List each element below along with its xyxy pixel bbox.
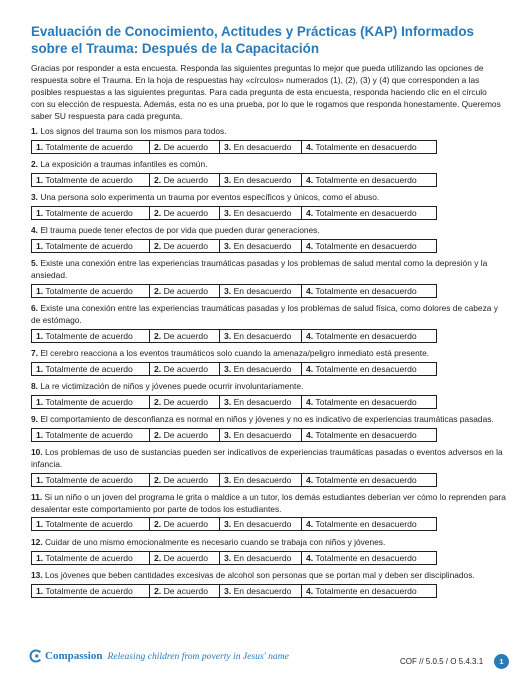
option-label: En desacuerdo [233,429,292,440]
option-label: En desacuerdo [233,474,292,485]
question-text [31,447,506,470]
option-label: En desacuerdo [233,240,292,251]
option-label: De acuerdo [163,585,208,596]
question-label: El comportamiento de desconfianza es normal en niños y jóvenes y no es indicativo de experiencias traumáticas pasadas. [40,414,494,425]
question-text [31,126,506,138]
option-agree[interactable] [150,396,220,408]
question-label: Los problemas de uso de sustancias pueden ser indicativos de experiencias traumáticas pasadas o eventos adversos en la infancia. [31,447,503,469]
option-agree[interactable] [150,474,220,486]
question-text [31,303,506,326]
question-number: 10. [31,447,43,458]
option-disagree[interactable] [220,396,302,408]
option-disagree[interactable] [220,585,302,597]
option-disagree[interactable] [220,330,302,342]
answer-scale [31,584,437,598]
option-label: De acuerdo [163,552,208,563]
option-label: En desacuerdo [233,552,292,563]
question-item [31,303,506,342]
option-agree[interactable] [150,207,220,219]
option-number: 3. [224,363,232,374]
option-strongly-agree[interactable] [32,585,150,597]
option-number: 1. [36,141,44,152]
option-label: Totalmente de acuerdo [45,429,133,440]
answer-scale [31,140,437,154]
option-label: De acuerdo [163,240,208,251]
option-strongly-agree[interactable] [32,552,150,564]
option-strongly-disagree[interactable] [302,474,436,486]
option-label: Totalmente de acuerdo [45,396,133,407]
option-strongly-agree[interactable] [32,240,150,252]
option-number: 1. [36,285,44,296]
option-number: 3. [224,285,232,296]
question-number: 2. [31,159,38,170]
option-number: 1. [36,207,44,218]
option-number: 2. [154,429,162,440]
question-label: Los signos del trauma son los mismos para todos. [40,126,227,136]
option-label: De acuerdo [163,207,208,218]
option-disagree[interactable] [220,518,302,530]
option-number: 1. [36,429,44,440]
option-number: 4. [306,519,314,530]
option-strongly-agree[interactable] [32,285,150,297]
option-label: Totalmente de acuerdo [45,552,133,563]
question-label: El trauma puede tener efectos de por vida que pueden durar generaciones. [40,225,320,236]
option-label: Totalmente de acuerdo [45,585,133,596]
option-label: En desacuerdo [233,141,292,152]
answer-scale [31,517,437,531]
option-label: Totalmente de acuerdo [45,330,133,341]
option-number: 3. [224,519,232,530]
option-agree[interactable] [150,429,220,441]
question-item [31,192,506,220]
option-number: 1. [36,363,44,374]
option-strongly-disagree[interactable] [302,330,436,342]
question-number: 5. [31,258,38,269]
option-number: 1. [36,396,44,407]
option-strongly-disagree[interactable] [302,552,436,564]
option-label: Totalmente en desacuerdo [315,519,417,530]
option-number: 2. [154,363,162,374]
question-item [31,159,506,187]
option-agree[interactable] [150,585,220,597]
option-disagree[interactable] [220,474,302,486]
question-text [31,537,506,549]
option-label: De acuerdo [163,474,208,485]
option-number: 4. [306,585,314,596]
option-strongly-agree[interactable] [32,141,150,153]
question-item [31,126,506,154]
option-number: 4. [306,552,314,563]
option-strongly-disagree[interactable] [302,518,436,530]
option-label: En desacuerdo [233,585,292,596]
document-code: COF // 5.0.5 / O 5.4.3.1 [400,657,484,666]
option-number: 2. [154,519,162,530]
question-number: 1. [31,126,38,136]
option-number: 2. [154,240,162,251]
option-label: Totalmente de acuerdo [45,363,133,374]
option-label: Totalmente en desacuerdo [315,396,417,407]
option-number: 1. [36,474,44,485]
option-number: 3. [224,552,232,563]
option-number: 4. [306,363,314,374]
compassion-logo-icon [28,648,44,664]
question-label: Si un niño o un joven del programa le grita o maldice a un tutor, los demás estudiantes deberían ver cómo lo reprenden para desalentar este comportamiento por parte de todos los estudiantes. [31,492,506,514]
option-agree[interactable] [150,141,220,153]
option-number: 1. [36,519,44,530]
option-strongly-disagree[interactable] [302,363,436,375]
option-label: Totalmente en desacuerdo [315,330,417,341]
question-label: La re victimización de niños y jóvenes puede ocurrir involuntariamente. [40,381,304,392]
option-strongly-agree[interactable] [32,474,150,486]
option-agree[interactable] [150,285,220,297]
option-label: En desacuerdo [233,363,292,374]
answer-scale [31,173,437,187]
question-number: 13. [31,569,43,580]
option-number: 1. [36,240,44,251]
option-disagree[interactable] [220,429,302,441]
question-item [31,348,506,376]
answer-scale [31,428,437,442]
option-number: 2. [154,174,162,185]
question-text [31,348,506,360]
option-number: 2. [154,207,162,218]
option-number: 2. [154,474,162,485]
question-item [31,414,506,442]
question-item [31,258,506,297]
option-strongly-agree[interactable] [32,518,150,530]
option-label: Totalmente de acuerdo [45,174,133,185]
answer-scale [31,206,437,220]
option-label: Totalmente en desacuerdo [315,141,417,152]
question-label: Existe una conexión entre las experiencias traumáticas pasadas y los problemas de salud mental como la depresión y la ansiedad. [31,258,488,281]
option-label: Totalmente en desacuerdo [315,585,417,596]
answer-scale [31,329,437,343]
question-label: La exposición a traumas infantiles es común. [40,159,208,170]
question-list [31,126,506,603]
option-strongly-disagree[interactable] [302,285,436,297]
option-label: En desacuerdo [233,285,292,296]
option-label: Totalmente en desacuerdo [315,474,417,485]
option-label: En desacuerdo [233,174,292,185]
option-label: Totalmente de acuerdo [45,207,133,218]
option-label: De acuerdo [163,174,208,185]
question-text [31,492,506,515]
question-number: 8. [31,381,38,392]
option-number: 2. [154,141,162,152]
question-label: El cerebro reacciona a los eventos traumáticos solo cuando la amenaza/peligro inmediato está presente. [40,347,430,358]
question-text [31,192,506,204]
intro-paragraph: Gracias por responder a esta encuesta. Responda las siguientes preguntas lo mejor que pueda utilizando las opciones de respuesta sobre el Trauma. En la hoja de respuestas hay «círculos» numerados (1), (2), (3) y (4) que corresponden a las posibles respuestas a las siguientes preguntas. Para cada pregunta de esta encuesta, responda haciendo clic en el círculo con su elección de respuesta. Además, esta no es una prueba, por lo que le rogamos que responda honestamente. Queremos saber SU respuesta para cada pregunta. [31,63,501,122]
footer-tagline: Releasing children from poverty in Jesus' name [107,650,289,662]
option-strongly-agree[interactable] [32,207,150,219]
option-label: Totalmente en desacuerdo [315,174,417,185]
option-agree[interactable] [150,363,220,375]
option-agree[interactable] [150,174,220,186]
option-number: 2. [154,285,162,296]
option-label: De acuerdo [163,141,208,152]
option-agree[interactable] [150,240,220,252]
option-number: 3. [224,330,232,341]
answer-scale [31,551,437,565]
compassion-logo [28,648,289,664]
option-disagree[interactable] [220,174,302,186]
option-strongly-agree[interactable] [32,429,150,441]
option-label: De acuerdo [163,396,208,407]
option-number: 4. [306,174,314,185]
option-label: De acuerdo [163,363,208,374]
option-number: 1. [36,174,44,185]
option-number: 4. [306,429,314,440]
question-item [31,447,506,486]
option-strongly-disagree[interactable] [302,141,436,153]
option-strongly-disagree[interactable] [302,240,436,252]
question-text [31,414,506,426]
option-disagree[interactable] [220,207,302,219]
option-label: Totalmente en desacuerdo [315,363,417,374]
option-number: 3. [224,207,232,218]
option-label: En desacuerdo [233,396,292,407]
question-number: 4. [31,225,38,236]
question-label: Los jóvenes que beben cantidades excesivas de alcohol son personas que se portan mal y deben ser disciplinados. [44,569,475,580]
option-agree[interactable] [150,330,220,342]
question-item [31,381,506,409]
option-label: En desacuerdo [233,207,292,218]
option-number: 3. [224,141,232,152]
option-disagree[interactable] [220,552,302,564]
option-number: 4. [306,207,314,218]
question-item [31,492,506,531]
answer-scale [31,239,437,253]
option-number: 4. [306,396,314,407]
option-disagree[interactable] [220,363,302,375]
question-number: 11. [31,492,43,503]
question-number: 9. [31,414,38,425]
option-label: De acuerdo [163,429,208,440]
option-label: En desacuerdo [233,519,292,530]
option-number: 2. [154,585,162,596]
option-number: 3. [224,429,232,440]
question-number: 12. [31,536,43,547]
question-number: 7. [31,347,38,358]
option-number: 3. [224,474,232,485]
question-text [31,570,506,582]
option-label: Totalmente en desacuerdo [315,207,417,218]
option-label: De acuerdo [163,330,208,341]
option-label: Totalmente en desacuerdo [315,429,417,440]
option-strongly-agree[interactable] [32,174,150,186]
option-label: Totalmente en desacuerdo [315,240,417,251]
option-label: Totalmente de acuerdo [45,474,133,485]
option-strongly-disagree[interactable] [302,396,436,408]
option-number: 3. [224,585,232,596]
question-item [31,537,506,565]
option-label: De acuerdo [163,285,208,296]
option-number: 4. [306,141,314,152]
option-label: Totalmente de acuerdo [45,519,133,530]
question-label: Una persona solo experimenta un trauma por eventos específicos y únicos, como el abuso. [40,192,380,203]
option-strongly-agree[interactable] [32,330,150,342]
question-number: 6. [31,303,38,314]
option-number: 3. [224,396,232,407]
option-label: Totalmente de acuerdo [45,240,133,251]
option-number: 4. [306,330,314,341]
page-number-badge: 1 [494,654,509,669]
question-text [31,381,506,393]
question-text [31,225,506,237]
option-label: De acuerdo [163,519,208,530]
option-strongly-agree[interactable] [32,363,150,375]
option-disagree[interactable] [220,240,302,252]
page-title: Evaluación de Conocimiento, Actitudes y Prácticas (KAP) Informados sobre el Trauma: Después de la Capacitación [31,24,474,56]
option-number: 3. [224,174,232,185]
answer-scale [31,473,437,487]
answer-scale [31,284,437,298]
option-label: Totalmente de acuerdo [45,141,133,152]
question-item [31,225,506,253]
option-disagree[interactable] [220,141,302,153]
option-number: 2. [154,396,162,407]
option-agree[interactable] [150,518,220,530]
option-label: Totalmente en desacuerdo [315,285,417,296]
question-item [31,570,506,598]
question-label: Existe una conexión entre las experiencias traumáticas pasadas y los problemas de salud física, como dolores de cabeza y de estómago. [31,303,498,325]
option-number: 2. [154,330,162,341]
option-number: 4. [306,474,314,485]
option-label: Totalmente de acuerdo [45,285,133,296]
option-number: 1. [36,552,44,563]
option-label: En desacuerdo [233,330,292,341]
question-label: Cuidar de uno mismo emocionalmente es necesario cuando se trabaja con niños y jóvenes. [44,536,386,547]
option-strongly-disagree[interactable] [302,207,436,219]
option-strongly-disagree[interactable] [302,429,436,441]
option-number: 1. [36,330,44,341]
question-text [31,258,506,281]
option-strongly-agree[interactable] [32,396,150,408]
answer-scale [31,362,437,376]
option-number: 2. [154,552,162,563]
question-text [31,159,506,171]
option-number: 4. [306,285,314,296]
option-label: Totalmente en desacuerdo [315,552,417,563]
option-disagree[interactable] [220,285,302,297]
option-number: 3. [224,240,232,251]
answer-scale [31,395,437,409]
option-number: 4. [306,240,314,251]
option-strongly-disagree[interactable] [302,174,436,186]
option-number: 1. [36,585,44,596]
option-agree[interactable] [150,552,220,564]
question-number: 3. [31,192,38,203]
option-strongly-disagree[interactable] [302,585,436,597]
logo-wordmark: Compassion [45,650,103,662]
